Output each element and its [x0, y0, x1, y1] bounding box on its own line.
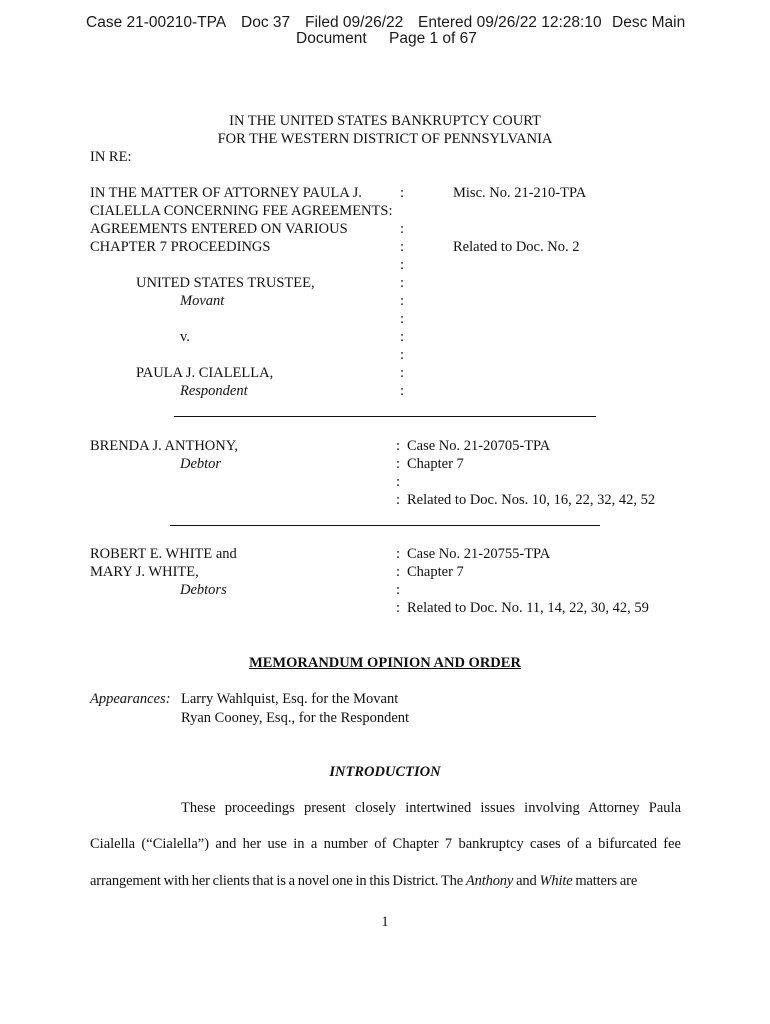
caption-colon: : [396, 600, 401, 616]
movant-counsel: Larry Wahlquist, Esq. for the Movant [181, 691, 399, 707]
caption-colon: : [400, 383, 405, 399]
caption-colon: : [400, 221, 405, 237]
caption-title-line: AGREEMENTS ENTERED ON VARIOUS [90, 221, 348, 237]
caption-title-line: CIALELLA CONCERNING FEE AGREEMENTS: [90, 203, 393, 219]
misc-number: Misc. No. 21-210-TPA [453, 185, 587, 201]
related-docs: Related to Doc. No. 11, 14, 22, 30, 42, 59 [407, 600, 649, 616]
body-line [90, 872, 681, 890]
caption-colon: : [396, 546, 401, 562]
body-text: and [513, 873, 540, 889]
caption-title-line: CHAPTER 7 PROCEEDINGS [90, 239, 271, 255]
related-doc: Related to Doc. No. 2 [453, 239, 580, 255]
versus: v. [180, 329, 190, 345]
movant-role: Movant [180, 293, 225, 309]
case-name-italic: Anthony [465, 873, 514, 889]
body-line: These proceedings present closely intertwined issues involving Attorney Paula [181, 800, 681, 816]
caption-colon: : [396, 582, 401, 598]
chapter: Chapter 7 [407, 456, 464, 472]
court-district: FOR THE WESTERN DISTRICT OF PENNSYLVANIA [217, 131, 553, 147]
caption-divider [174, 416, 596, 417]
case-number: Case No. 21-20705-TPA [407, 438, 551, 454]
header-entered-date: Entered 09/26/22 12:28:10 [418, 14, 602, 31]
section-heading: INTRODUCTION [329, 764, 441, 780]
caption-colon: : [400, 329, 405, 345]
header-desc: Desc Main [612, 14, 686, 31]
related-docs: Related to Doc. Nos. 10, 16, 22, 32, 42, 52 [407, 492, 656, 508]
caption-colon: : [400, 347, 405, 363]
caption-colon: : [400, 293, 405, 309]
caption-colon: : [396, 438, 401, 454]
caption-colon: : [400, 257, 405, 273]
caption-colon: : [400, 275, 405, 291]
caption-colon: : [400, 311, 405, 327]
debtor-role: Debtors [180, 582, 227, 598]
header-case-number: Case 21-00210-TPA [86, 14, 227, 31]
debtor-role: Debtor [180, 456, 222, 472]
movant-name: UNITED STATES TRUSTEE, [136, 275, 315, 291]
body-text: matters are [572, 873, 638, 889]
caption-colon: : [396, 564, 401, 580]
chapter: Chapter 7 [407, 564, 464, 580]
appearances-label: Appearances: [90, 691, 171, 707]
in-re-label: IN RE: [90, 149, 132, 165]
debtor-name: BRENDA J. ANTHONY, [90, 438, 238, 454]
respondent-counsel: Ryan Cooney, Esq., for the Respondent [181, 710, 410, 726]
caption-colon: : [396, 474, 401, 490]
debtor-name: ROBERT E. WHITE and [90, 546, 237, 562]
caption-colon: : [400, 239, 405, 255]
caption-title-line: IN THE MATTER OF ATTORNEY PAULA J. [90, 185, 362, 201]
debtor-name: MARY J. WHITE, [90, 564, 199, 580]
document-title-text: MEMORANDUM OPINION AND ORDER [249, 655, 521, 671]
caption-colon: : [400, 365, 405, 381]
header-doc-number: Doc 37 [241, 14, 291, 31]
page-number: 1 [381, 914, 389, 930]
case-number: Case No. 21-20755-TPA [407, 546, 551, 562]
header-filed-date: Filed 09/26/22 [305, 14, 404, 31]
caption-colon: : [396, 456, 401, 472]
document-title [0, 654, 770, 672]
case-name-italic: White [539, 873, 573, 889]
caption-colon: : [400, 185, 405, 201]
body-text: arrangement with her clients that is a novel one in this District. The [90, 873, 466, 889]
body-line: Cialella (“Cialella”) and her use in a number of Chapter 7 bankruptcy cases of a bifurcated fee [90, 836, 681, 852]
respondent-role: Respondent [180, 383, 248, 399]
court-name: IN THE UNITED STATES BANKRUPTCY COURT [229, 113, 541, 129]
respondent-name: PAULA J. CIALELLA, [136, 365, 274, 381]
caption-colon: : [396, 492, 401, 508]
header-document-label: Document [296, 30, 367, 47]
caption-divider [170, 525, 600, 526]
header-page-count: Page 1 of 67 [389, 30, 477, 47]
